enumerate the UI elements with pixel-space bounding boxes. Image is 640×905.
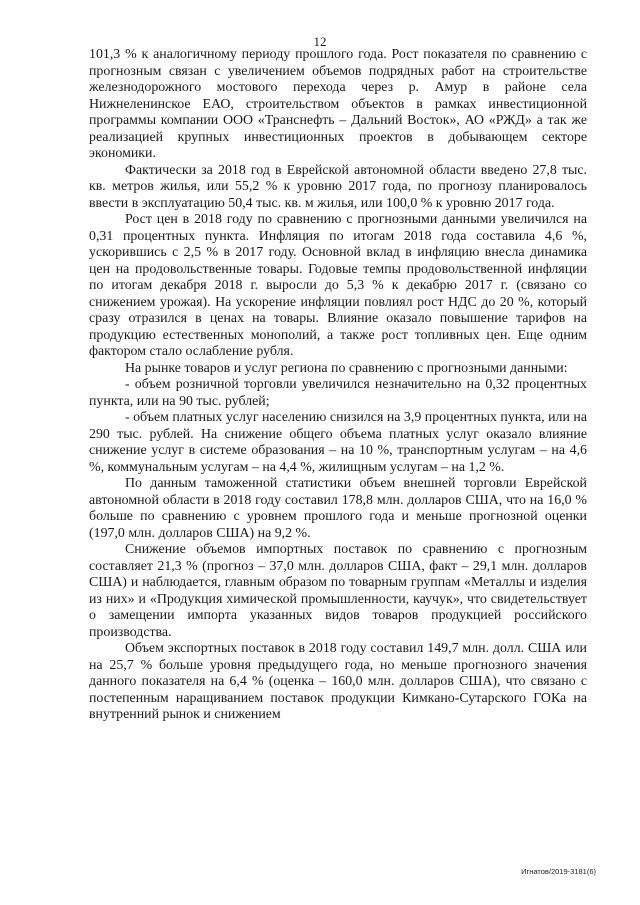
paragraph-housing: Фактически за 2018 год в Еврейской автономной области введено 27,8 тыс. кв. метров жилья, или 55,2 % к уровню 2017 года, по прогнозу планировалось ввести в эксплуатацию 50,4 тыс. кв. м жилья, или 100,0 % к уровню 2017 года. — [89, 162, 587, 211]
paragraph-market-intro: На рынке товаров и услуг региона по сравнению с прогнозными данными: — [125, 360, 568, 376]
body-text — [89, 47, 587, 724]
paragraph-inflation: Рост цен в 2018 году по сравнению с прогнозными данными увеличился на 0,31 процентных пункта. Инфляция по итогам 2018 года составила 4,6 %, ускорившись с 2,5 % в 2017 году. Основной вклад в инфляцию внесла динамика цен на продовольственные товары. Годовые темпы продовольственной инфляции по итогам декабря 2018 г. выросли до 5,3 % к декабрю 2017 г. (связано со снижением урожая). На ускорение инфляции повлиял рост НДС до 20 %, который сразу отразился в ценах на товары. Влияние оказало повышение тарифов на продукцию естественных монополий, а также рост топливных цен. Еще одним фактором стало ослабление рубля. — [89, 212, 587, 359]
page-number: 12 — [313, 34, 327, 49]
paragraph-exports: Объем экспортных поставок в 2018 году составил 149,7 млн. долл. США или на 25,7 % больше уровня предыдущего года, но меньше прогнозного значения данного показателя на 6,4 % (оценка – 160,0 млн. долларов США), что связано с постепенным наращиванием поставок продукции Кимкано-Сутарского ГОКа на внутренний рынок и снижением — [89, 641, 587, 722]
paragraph-foreign-trade: По данным таможенной статистики объем внешней торговли Еврейской автономной области в 2018 году составил 178,8 млн. долларов США, что на 16,0 % больше по сравнению с уровнем прошлого года и меньше прогнозной оценки (197,0 млн. долларов США) на 9,2 %. — [89, 476, 587, 541]
paragraph-imports: Снижение объемов импортных поставок по сравнению с прогнозным составляет 21,3 % (прогноз – 37,0 млн. долларов США, факт – 29,1 млн. долларов США) и наблюдается, главным образом по товарным группам «Металлы и изделия из них» и «Продукция химической промышленности, каучук», что свидетельствует о замещении импорта указанных видов товаров продукцией российского производства. — [89, 542, 587, 640]
footer-document-code: Игнатов/2019-3181(6) — [521, 867, 596, 876]
list-item-paid-services: - объем платных услуг населению снизился на 3,9 процентных пункта, или на 290 тыс. рублей. На снижение общего объема платных услуг оказало влияние снижение услуг в системе образования – на 10 %, транспортным услугам – на 4,6 %, коммунальным услугам – на 4,4 %, жилищным услугам – на 1,2 %. — [89, 410, 587, 475]
paragraph-construction-continuation: 101,3 % к аналогичному периоду прошлого года. Рост показателя по сравнению с прогнозным связан с увеличением объемов подрядных работ на строительстве железнодорожного мостового перехода через р. Амур в районе села Нижнеленинское ЕАО, строительством объектов в рамках инвестиционной программы компании ООО «Транснефть – Дальний Восток», АО «РЖД» а так же реализацией крупных инвестиционных проектов в добывающем секторе экономики. — [89, 47, 587, 161]
list-item-retail: - объем розничной торговли увеличился незначительно на 0,32 процентных пункта, или на 90 тыс. рублей; — [89, 377, 587, 409]
